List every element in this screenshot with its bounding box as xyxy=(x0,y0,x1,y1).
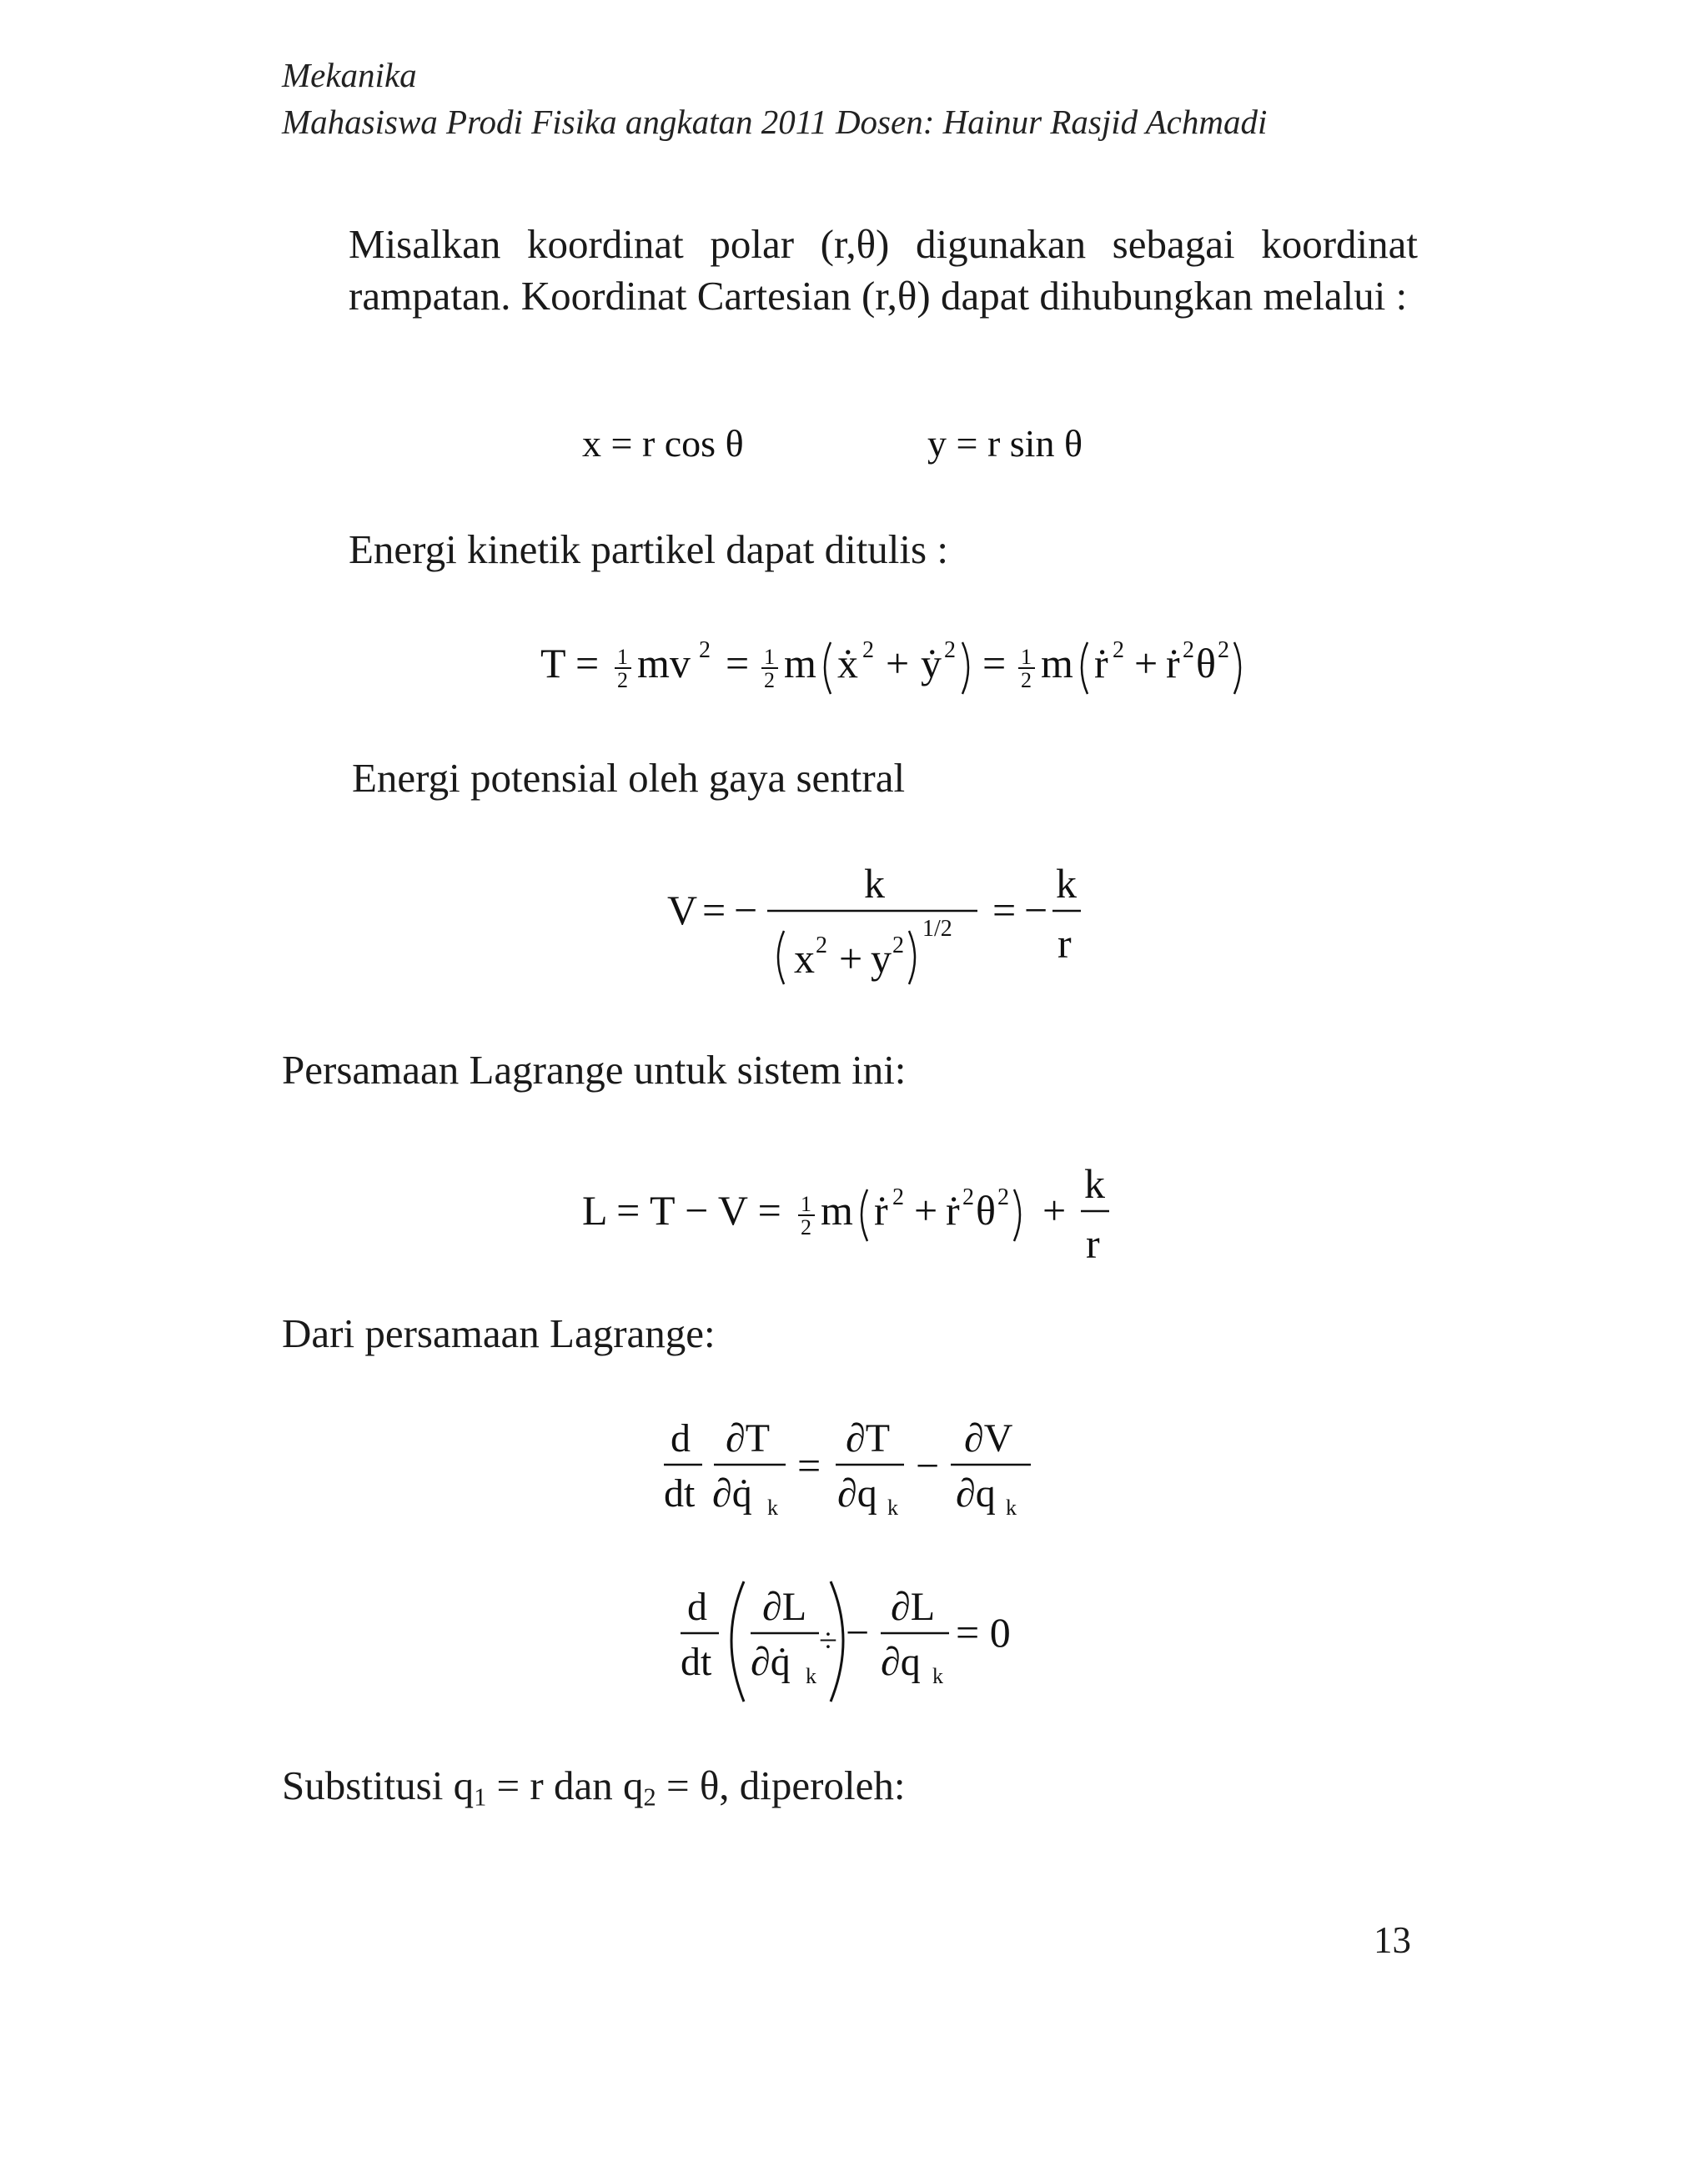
symbol-partial-V: ∂V xyxy=(964,1416,1013,1461)
symbol-y: y xyxy=(871,935,892,982)
half-numerator: 1 xyxy=(801,1192,811,1216)
symbol-partial-q: ∂q xyxy=(881,1640,921,1684)
symbol-equals: = xyxy=(702,887,726,933)
symbol-k: k xyxy=(864,860,885,907)
equation-lagrangian xyxy=(582,1151,1133,1272)
symbol-partial-qdot: ∂q̇ xyxy=(712,1471,752,1516)
superscript-2: 2 xyxy=(892,933,904,958)
equals-zero: = 0 xyxy=(956,1609,1011,1656)
subscript-k: k xyxy=(767,1496,778,1520)
symbol-stray-mark: ÷ xyxy=(819,1621,837,1659)
paragraph-lagrange-equation: Dari persamaan Lagrange: xyxy=(282,1310,716,1356)
header-subtitle: Mahasiswa Prodi Fisika angkatan 2011 Dosen: Hainur Rasjid Achmadi xyxy=(282,103,1268,141)
page-number: 13 xyxy=(1374,1919,1411,1961)
lagrange-form-1-svg xyxy=(664,1410,1047,1526)
superscript-2: 2 xyxy=(1218,637,1229,663)
symbol-m: m xyxy=(1041,640,1073,686)
substitution-suffix: = θ, diperoleh: xyxy=(656,1762,906,1808)
symbol-k: k xyxy=(1084,1160,1105,1207)
symbol-d: d xyxy=(671,1416,691,1461)
symbol-ydot: ẏ xyxy=(921,640,942,686)
paragraph-kinetic-energy: Energi kinetik partikel dapat ditulis : xyxy=(349,526,948,572)
symbol-r: r xyxy=(1057,920,1072,967)
superscript-2: 2 xyxy=(816,933,827,958)
equation-x-coordinate: x = r cos θ xyxy=(582,422,744,465)
symbol-dt: dt xyxy=(681,1640,712,1684)
symbol-minus: − xyxy=(734,887,758,933)
symbol-xdot: ẋ xyxy=(837,640,858,686)
half-numerator: 1 xyxy=(764,645,775,669)
half-numerator: 1 xyxy=(1021,645,1032,669)
symbol-equals: = xyxy=(992,887,1017,933)
subscript-k: k xyxy=(887,1496,898,1520)
superscript-2: 2 xyxy=(997,1184,1009,1210)
symbol-partial-T: ∂T xyxy=(846,1416,891,1461)
symbol-partial-T: ∂T xyxy=(726,1416,771,1461)
superscript-2: 2 xyxy=(962,1184,974,1210)
symbol-plus: + xyxy=(914,1187,938,1234)
half-denominator: 2 xyxy=(764,668,775,692)
superscript-2: 2 xyxy=(862,637,874,663)
symbol-V: V xyxy=(667,887,698,933)
half-denominator: 2 xyxy=(617,668,628,692)
paragraph-potential-energy: Energi potensial oleh gaya sentral xyxy=(352,755,906,801)
subscript-k: k xyxy=(932,1664,943,1688)
half-denominator: 2 xyxy=(1021,668,1032,692)
symbol-rdot: ṙ xyxy=(946,1187,960,1234)
symbol-theta: θ xyxy=(1196,640,1216,686)
lagrange-form-2-svg xyxy=(681,1576,1031,1710)
lagrangian-svg xyxy=(582,1151,1133,1268)
symbol-rdot: ṙ xyxy=(1094,640,1108,686)
symbol-partial-qdot: ∂q̇ xyxy=(751,1640,791,1684)
symbol-plus: + xyxy=(1042,1187,1067,1234)
potential-energy-svg xyxy=(667,851,1101,1001)
paragraph-intro: Misalkan koordinat polar (r,θ) digunakan sebagai koordinat rampatan. Koordinat Cartesian (r,θ) dapat dihubungkan melalui : xyxy=(349,221,1418,319)
symbol-x: x xyxy=(794,935,815,982)
equation-lagrange-form-2 xyxy=(681,1576,1031,1714)
symbol-dt: dt xyxy=(664,1471,696,1516)
subscript-k: k xyxy=(1006,1496,1017,1520)
symbol-plus: + xyxy=(886,640,910,686)
superscript-2: 2 xyxy=(892,1184,904,1210)
subscript-2: 2 xyxy=(643,1782,656,1812)
symbol-rdot: ṙ xyxy=(1166,640,1180,686)
symbol-m: m xyxy=(784,640,816,686)
symbol-theta: θ xyxy=(976,1187,996,1234)
superscript-2: 2 xyxy=(699,637,711,663)
symbol-minus: − xyxy=(846,1609,870,1656)
lagrangian-lhs: L = T − V = xyxy=(582,1187,781,1234)
symbol-r: r xyxy=(1086,1220,1100,1267)
symbol-equals: = xyxy=(726,640,750,686)
symbol-partial-q: ∂q xyxy=(837,1471,877,1516)
paragraph-substitution xyxy=(282,1760,905,1812)
symbol-k: k xyxy=(1056,860,1077,907)
substitution-prefix: Substitusi q xyxy=(282,1762,475,1808)
superscript-2: 2 xyxy=(1183,637,1194,663)
substitution-middle: = r dan q xyxy=(486,1762,644,1808)
equation-kinetic-energy xyxy=(540,627,1274,706)
symbol-partial-L: ∂L xyxy=(891,1585,936,1629)
paragraph-lagrange-system: Persamaan Lagrange untuk sistem ini: xyxy=(282,1047,907,1093)
symbol-mv: mv xyxy=(637,640,691,686)
symbol-equals: = xyxy=(982,640,1007,686)
running-header xyxy=(282,52,1267,145)
superscript-2: 2 xyxy=(944,637,956,663)
half-denominator: 2 xyxy=(801,1215,811,1239)
symbol-m: m xyxy=(821,1187,853,1234)
exponent-one-half: 1/2 xyxy=(922,916,952,942)
symbol-partial-q: ∂q xyxy=(956,1471,996,1516)
header-course: Mekanika xyxy=(282,56,417,94)
symbol-equals: = xyxy=(575,640,600,686)
symbol-equals: = xyxy=(797,1442,821,1489)
symbol-minus: − xyxy=(1024,887,1048,933)
subscript-k: k xyxy=(806,1664,816,1688)
symbol-d: d xyxy=(687,1585,707,1629)
subscript-1: 1 xyxy=(474,1782,487,1812)
equation-potential-energy xyxy=(667,851,1101,1005)
equation-y-coordinate: y = r sin θ xyxy=(927,422,1083,465)
superscript-2: 2 xyxy=(1113,637,1124,663)
symbol-rdot: ṙ xyxy=(874,1187,888,1234)
symbol-minus: − xyxy=(916,1442,940,1489)
equation-lagrange-form-1 xyxy=(664,1410,1047,1531)
half-numerator: 1 xyxy=(617,645,628,669)
kinetic-energy-svg xyxy=(540,627,1274,702)
symbol-T: T xyxy=(540,640,566,686)
symbol-partial-L: ∂L xyxy=(762,1585,807,1629)
symbol-plus: + xyxy=(839,935,863,982)
symbol-plus: + xyxy=(1134,640,1158,686)
